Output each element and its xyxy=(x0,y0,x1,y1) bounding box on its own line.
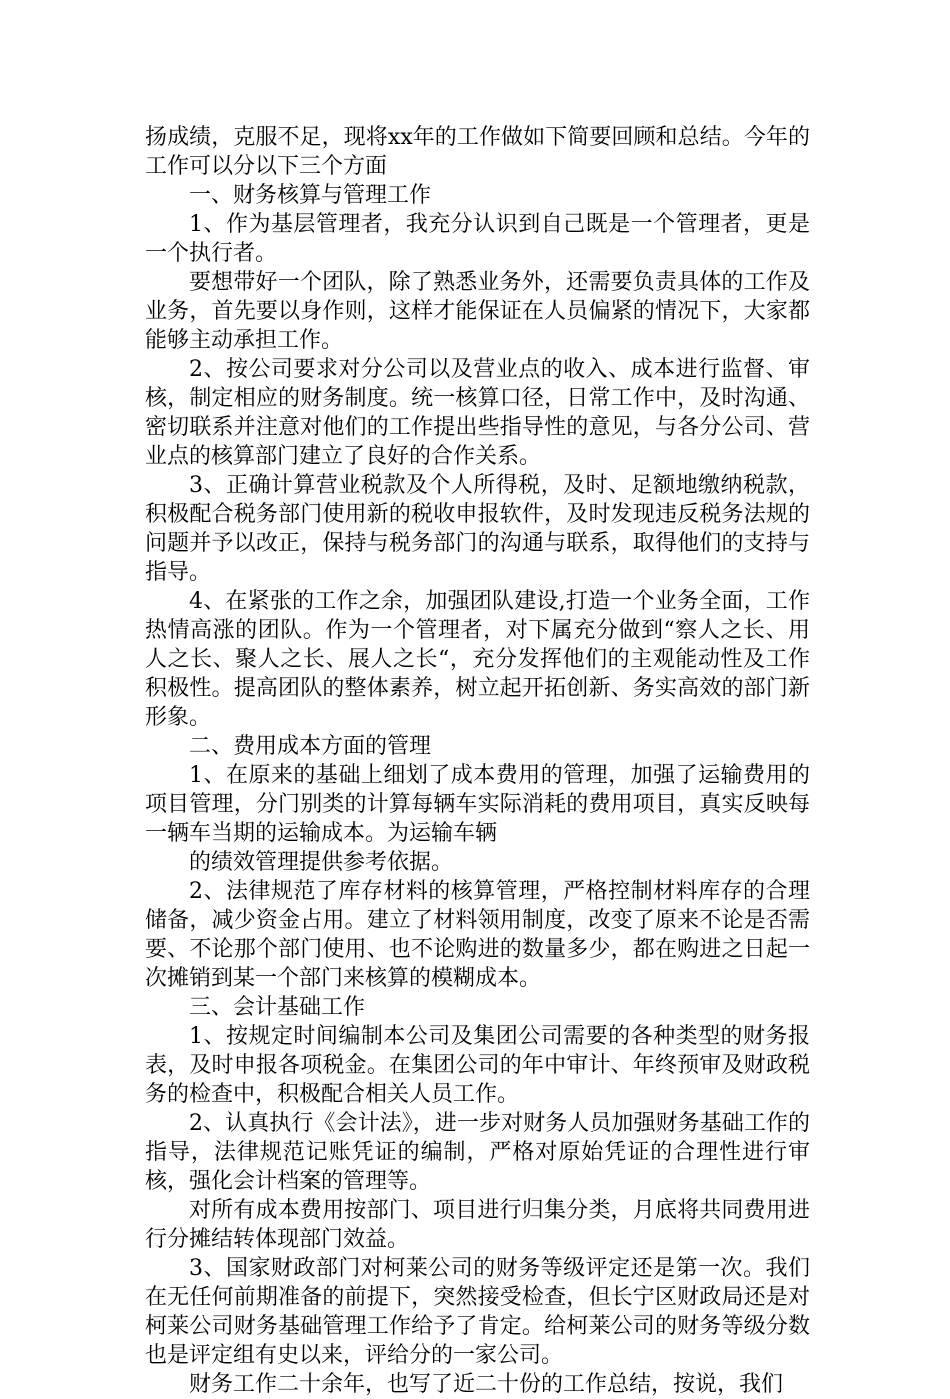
paragraph: 2、认真执行《会计法》，进一步对财务人员加强财务基础工作的指导，法律规范记账凭证的编制，严格对原始凭证的合理性进行审核，强化会计档案的管理等。 xyxy=(145,1111,810,1194)
section-heading-1: 一、财务核算与管理工作 xyxy=(189,183,432,208)
paragraph: 要想带好一个团队，除了熟悉业务外，还需要负责具体的工作及业务，首先要以身作则，这样才能保证在人员偏紧的情况下，大家都能够主动承担工作。 xyxy=(145,270,810,353)
paragraph: 3、正确计算营业税款及个人所得税，及时、足额地缴纳税款，积极配合税务部门使用新的税收申报软件，及时发现违反税务法规的问题并予以改正，保持与税务部门的沟通与联系，取得他们的支持与指导。 xyxy=(145,473,810,585)
document-body xyxy=(145,123,810,1399)
paragraph: 3、国家财政部门对柯莱公司的财务等级评定还是第一次。我们在无任何前期准备的前提下，突然接受检查，但长宁区财政局还是对柯莱公司财务基础管理工作给予了肯定。给柯莱公司的财务等级分数也是评定组有史以来，评给分的一家公司。 xyxy=(145,1256,810,1368)
paragraph-closing: 财务工作二十余年，也写了近二十份的工作总结，按说，我们 xyxy=(189,1372,784,1397)
section-heading-2: 二、费用成本方面的管理 xyxy=(189,734,432,759)
paragraph: 2、法律规范了库存材料的核算管理，严格控制材料库存的合理储备，减少资金占用。建立了材料领用制度，改变了原来不论是否需要、不论那个部门使用、也不论购进的数量多少，都在购进之日起一次摊销到某一个部门来核算的模糊成本。 xyxy=(145,879,810,991)
paragraph: 2、按公司要求对分公司以及营业点的收入、成本进行监督、审核，制定相应的财务制度。统一核算口径，日常工作中，及时沟通、密切联系并注意对他们的工作提出些指导性的意见，与各分公司、营业点的核算部门建立了良好的合作关系。 xyxy=(145,357,810,469)
paragraph: 1、作为基层管理者，我充分认识到自己既是一个管理者，更是一个执行者。 xyxy=(145,212,810,266)
paragraph: 1、按规定时间编制本公司及集团公司需要的各种类型的财务报表，及时申报各项税金。在集团公司的年中审计、年终预审及财政税务的检查中，积极配合相关人员工作。 xyxy=(145,1024,810,1107)
paragraph: 1、在原来的基础上细划了成本费用的管理，加强了运输费用的项目管理，分门别类的计算每辆车实际消耗的费用项目，真实反映每一辆车当期的运输成本。为运输车辆 xyxy=(145,763,810,846)
paragraph: 对所有成本费用按部门、项目进行归集分类，月底将共同费用进行分摊结转体现部门效益。 xyxy=(145,1198,810,1252)
paragraph-intro: 扬成绩，克服不足，现将xx年的工作做如下简要回顾和总结。今年的工作可以分以下三个方面 xyxy=(145,125,810,179)
section-heading-3: 三、会计基础工作 xyxy=(189,995,366,1020)
paragraph: 4、在紧张的工作之余，加强团队建设,打造一个业务全面，工作热情高涨的团队。作为一个管理者，对下属充分做到“察人之长、用人之长、聚人之长、展人之长“，充分发挥他们的主观能动性及工作积极性。提高团队的整体素养，树立起开拓创新、务实高效的部门新形象。 xyxy=(145,589,810,730)
paragraph: 的绩效管理提供参考依据。 xyxy=(189,850,454,875)
